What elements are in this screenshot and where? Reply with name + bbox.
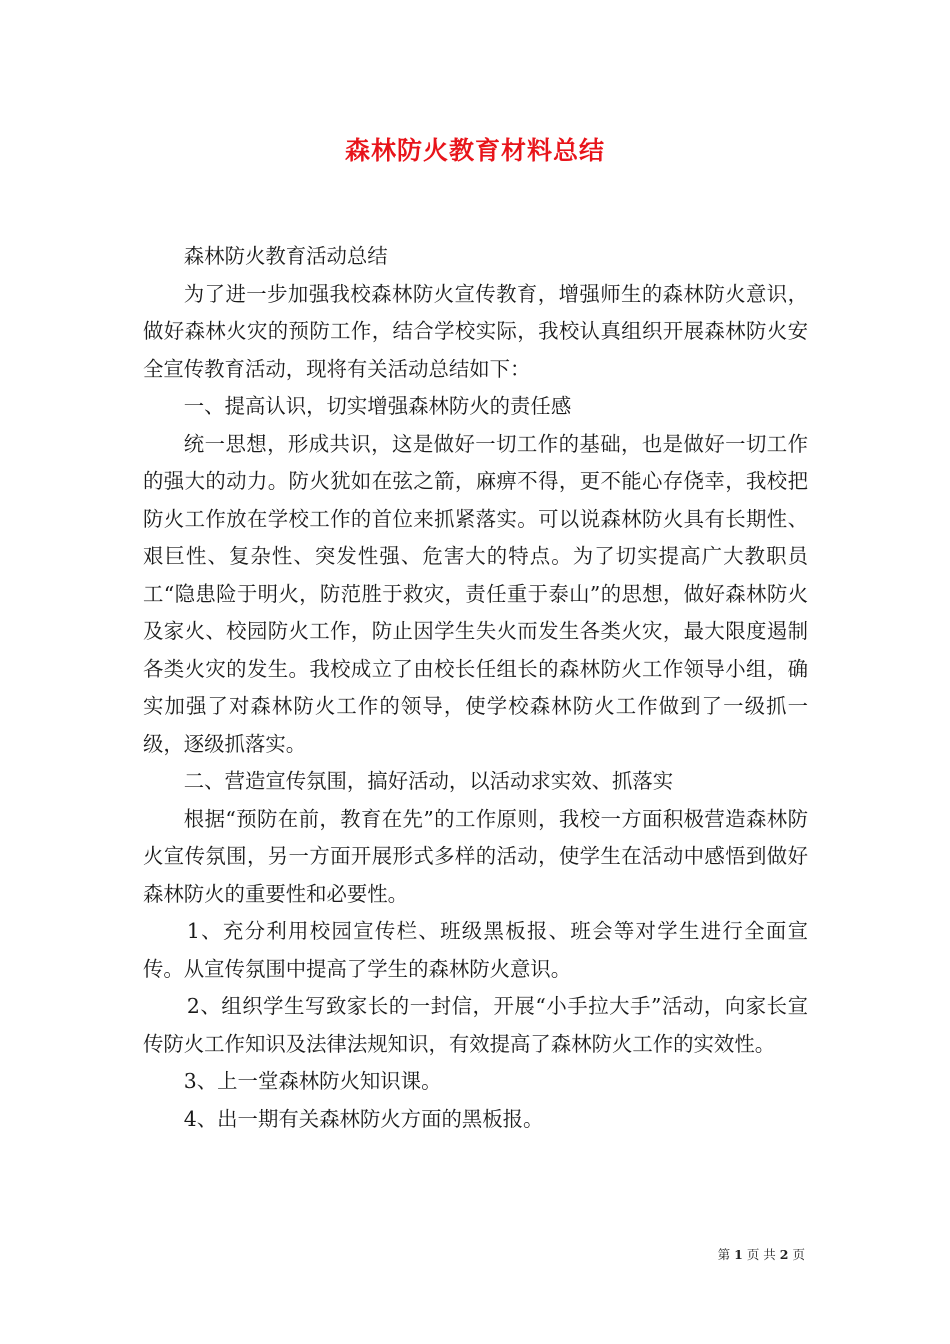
section-two-heading: 二、营造宣传氛围，搞好活动，以活动求实效、抓落实	[183, 769, 674, 793]
list-item-4: 4、出一期有关森林防火方面的黑板报。	[183, 1106, 544, 1131]
section-one-heading: 一、提高认识，切实增强森林防火的责任感	[183, 394, 572, 418]
intro-paragraph: 为了进一步加强我校森林防火宣传教育，增强师生的森林防火意识，做好森林火灾的预防工作，结合学校实际，我校认真组织开展森林防火安全宣传教育活动，现将有关活动总结如下：	[143, 281, 808, 381]
list-item-2: 2、组织学生写致家长的一封信，开展“小手拉大手”活动，向家长宣传防火工作知识及法律法规知识，有效提高了森林防火工作的实效性。	[143, 994, 808, 1056]
footer-current-page: 1	[734, 1247, 743, 1262]
footer-prefix: 第	[717, 1247, 731, 1262]
page-footer	[718, 1246, 805, 1264]
footer-suffix: 页	[792, 1247, 805, 1262]
footer-middle: 页 共	[746, 1247, 776, 1262]
section-two-paragraph: 根据“预防在前，教育在先”的工作原则，我校一方面积极营造森林防火宣传氛围，另一方面开展形式多样的活动，使学生在活动中感悟到做好森林防火的重要性和必要性。	[143, 806, 808, 906]
section-heading: 森林防火教育活动总结	[183, 244, 388, 268]
list-item-1: 1、充分利用校园宣传栏、班级黑板报、班会等对学生进行全面宣传。从宣传氛围中提高了学生的森林防火意识。	[143, 919, 808, 981]
document-title: 森林防火教育材料总结	[344, 136, 605, 165]
section-one-paragraph: 统一思想，形成共识，这是做好一切工作的基础，也是做好一切工作的强大的动力。防火犹如在弦之箭，麻痹不得，更不能心存侥幸，我校把防火工作放在学校工作的首位来抓紧落实。可以说森林防火具有长期性、艰巨性、复杂性、突发性强、危害大的特点。为了切实提高广大教职员工“隐患险于明火，防范胜于救灾，责任重于泰山”的思想，做好森林防火及家火、校园防火工作，防止因学生失火而发生各类火灾，最大限度遏制各类火灾的发生。我校成立了由校长任组长的森林防火工作领导小组，确实加强了对森林防火工作的领导，使学校森林防火工作做到了一级抓一级，逐级抓落实。	[143, 431, 808, 756]
list-item-3: 3、上一堂森林防火知识课。	[183, 1069, 442, 1093]
document-body	[143, 238, 808, 1138]
footer-total-pages: 2	[779, 1247, 789, 1262]
